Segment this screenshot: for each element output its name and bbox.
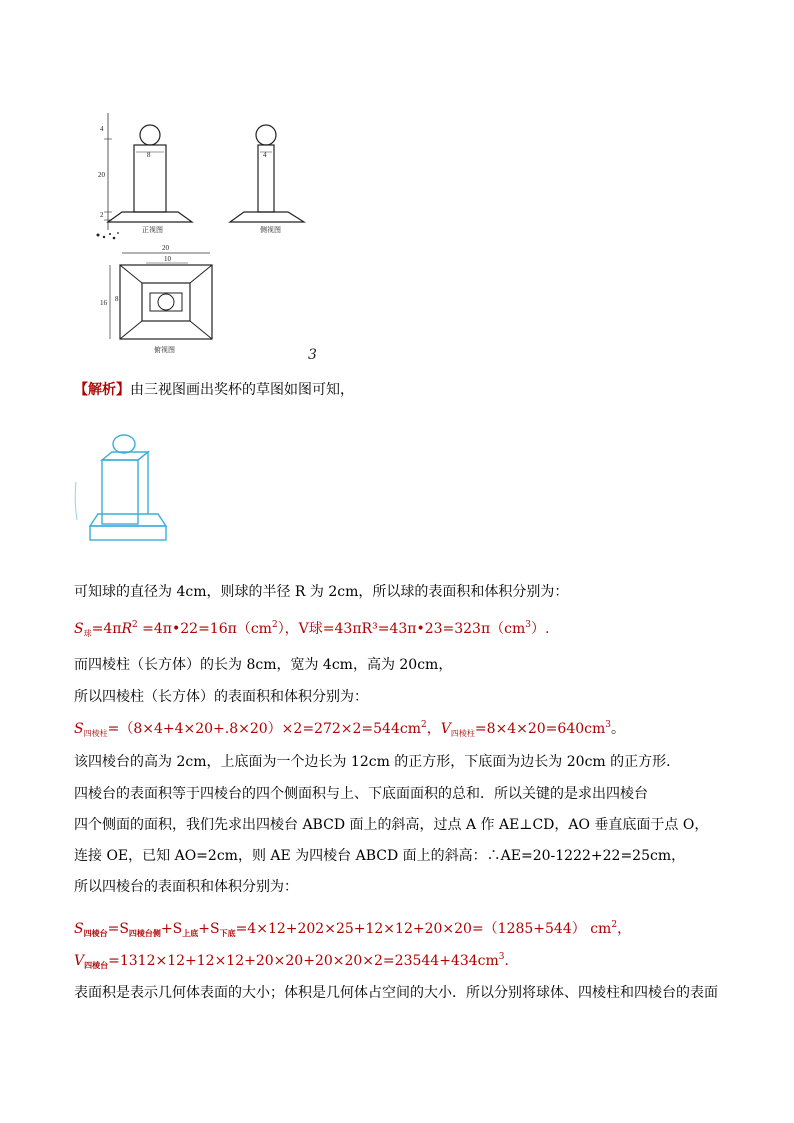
dim-4-label: 4 xyxy=(100,125,104,133)
side-frustum xyxy=(230,212,304,222)
front-sphere xyxy=(140,125,160,145)
text-line-8: 四个侧面的面积，我们先求出四棱台 ABCD 面上的斜高，过点 A 作 AE⊥CD，AO 垂直底面于点 O， xyxy=(74,817,709,833)
analysis-tag: 【解析】 xyxy=(74,382,130,398)
front-frustum xyxy=(108,212,192,222)
front-view-label: 正视图 xyxy=(142,226,163,234)
text-line-1: 可知球的直径为 4cm，则球的半径 R 为 2cm，所以球的表面积和体积分别为： xyxy=(74,584,569,600)
ink-smudge xyxy=(97,232,119,239)
top-prism xyxy=(150,293,182,311)
text-line-4: 所以四棱柱（长方体）的表面积和体积分别为： xyxy=(74,689,368,705)
text-line-7: 四棱台的表面积等于四棱台的四个侧面积与上、下底面面积的总和．所以关键的是求出四棱台 xyxy=(74,786,648,802)
top-view-label: 俯视图 xyxy=(154,346,175,354)
text-line-10: 所以四棱台的表面积和体积分别为： xyxy=(74,879,298,895)
side-width-label: 4 xyxy=(263,151,267,159)
dim-20-label: 20 xyxy=(98,171,105,179)
text-line-13: 表面积是表示几何体表面的大小；体积是几何体占空间的大小．所以分别将球体、四棱柱和四棱台的表面 xyxy=(74,985,718,1001)
formula-prism: $S_{四棱柱}=(8\times 4+4\times 20+.8\times 20)\times 2=272\times 2=544cm^2$，$V_{四棱柱}=8\times 4\times 20=640cm^3$。 xyxy=(74,720,625,738)
text-line-3: 而四棱柱（长方体）的长为 8cm，宽为 4cm，高为 20cm， xyxy=(74,657,453,673)
top-inner-square xyxy=(142,283,190,321)
formula-frustum-area: $S_{四棱台}=S_{四棱台侧}+S_{上底}+S_{下底}=4\times 12+202\times 25+12\times 12+20\times 20=(1285+544)$ $cm^2$， xyxy=(74,920,632,938)
three-view-figure xyxy=(84,105,324,365)
top-20-label: 20 xyxy=(162,244,169,252)
analysis-line xyxy=(74,381,354,399)
top-10-label: 10 xyxy=(164,255,171,263)
dim-2-label: 2 xyxy=(100,211,104,219)
top-8-label: 8 xyxy=(115,295,119,303)
side-sphere xyxy=(256,125,276,145)
front-width-label: 8 xyxy=(147,151,151,159)
text-line-9: 连接 OE，已知 AO=2cm，则 AE 为四棱台 ABCD 面上的斜高：∴AE=20-1222+22=25cm， xyxy=(74,848,686,864)
sketch-sphere xyxy=(113,435,135,453)
side-view-label: 侧视图 xyxy=(260,226,281,234)
text-line-6: 该四棱台的高为 2cm，上底面为一个边长为 12cm 的正方形，下底面为边长为 20cm 的正方形． xyxy=(74,754,681,770)
formula-sphere: $S_球=4\pi R^2$ $=4\pi•22=16\pi(cm^2)$，V球$=43\pi R^3=43\pi•23=323\pi(cm^3)$. xyxy=(74,620,550,638)
top-sphere xyxy=(158,294,174,310)
top-16-label: 16 xyxy=(100,299,107,307)
analysis-intro: 由三视图画出奖杯的草图如图可知， xyxy=(130,382,354,398)
trophy-sketch xyxy=(72,430,182,550)
sketch-frustum-base xyxy=(90,526,166,540)
formula-frustum-volume: $V_{四棱台}=1312\times 12+12\times 12+20\times 20+20\times 20\times 2=23544+434cm^3$． xyxy=(74,952,519,970)
stray-mark: 3 xyxy=(308,347,317,363)
